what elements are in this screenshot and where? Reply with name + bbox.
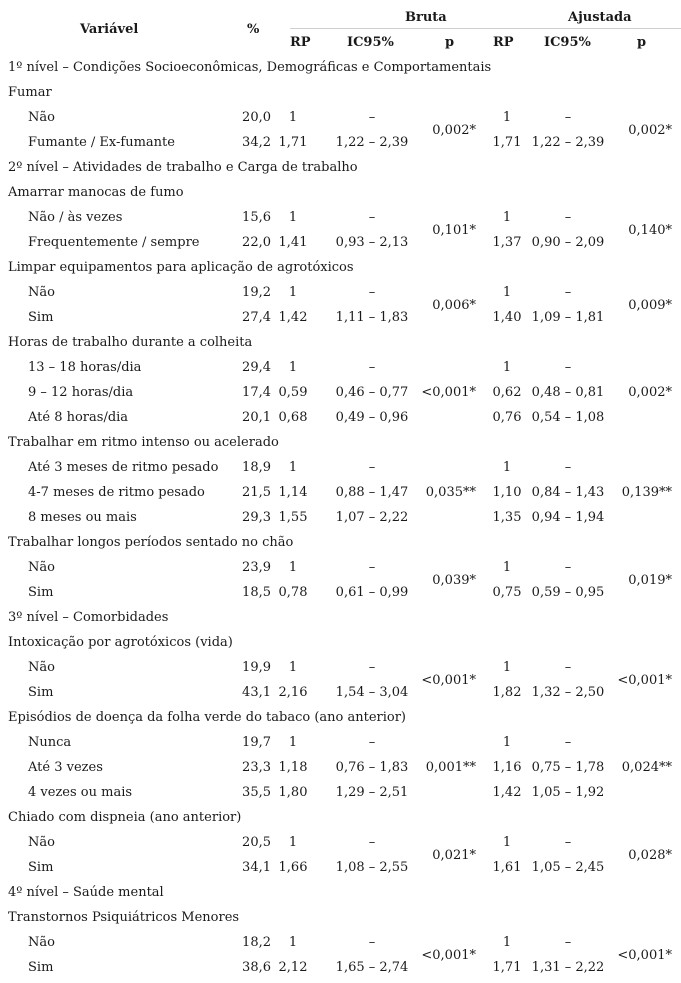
- p-bruta-cell: 0,035**: [425, 485, 476, 500]
- rp-bruta-cell: 1: [288, 460, 298, 475]
- rp-bruta-cell: 1,41: [278, 235, 308, 250]
- rp-ajustada-cell: 1: [502, 660, 512, 675]
- header-bruta: Bruta: [405, 10, 447, 25]
- rp-ajustada-cell: 1,16: [492, 760, 522, 775]
- ic95-ajustada-cell: 1,09 – 1,81: [531, 310, 605, 325]
- category-label: Fumante / Ex-fumante: [28, 135, 175, 150]
- section-label: 4º nível – Saúde mental: [8, 885, 164, 900]
- ic95-ajustada-cell: 0,75 – 1,78: [531, 760, 605, 775]
- percent-cell: 19,7: [242, 735, 271, 750]
- ic95-bruta-cell: 0,61 – 0,99: [335, 585, 409, 600]
- category-row: [0, 230, 681, 255]
- variable-label: Fumar: [8, 85, 52, 100]
- p-bruta-cell: <0,001*: [421, 385, 476, 400]
- variable-row: [0, 905, 681, 930]
- ic95-bruta-cell: 1,29 – 2,51: [335, 785, 409, 800]
- category-row: [0, 130, 681, 155]
- category-label: 4 vezes ou mais: [28, 785, 133, 800]
- category-label: Frequentemente / sempre: [28, 235, 200, 250]
- header-variavel: Variável: [80, 22, 139, 37]
- percent-cell: 18,5: [242, 585, 271, 600]
- category-row: [0, 305, 681, 330]
- percent-cell: 27,4: [242, 310, 271, 325]
- rp-bruta-cell: 1,14: [278, 485, 308, 500]
- rp-ajustada-cell: 1: [502, 210, 512, 225]
- rp-ajustada-cell: 1,42: [492, 785, 522, 800]
- ic95-ajustada-cell: –: [564, 110, 572, 125]
- p-bruta-cell: 0,101*: [432, 222, 476, 238]
- category-label: Não: [28, 660, 55, 675]
- p-bruta-cell: 0,001**: [425, 760, 476, 775]
- category-label: Não / às vezes: [28, 210, 123, 225]
- category-label: Sim: [28, 310, 54, 325]
- ic95-bruta-cell: –: [368, 285, 376, 300]
- variable-row: [0, 330, 681, 355]
- p-bruta-cell: <0,001*: [421, 947, 476, 963]
- rp-ajustada-cell: 1,35: [492, 510, 522, 525]
- ic95-ajustada-cell: 1,05 – 1,92: [531, 785, 605, 800]
- rp-bruta-cell: 1: [288, 935, 298, 950]
- percent-cell: 34,2: [242, 135, 271, 150]
- percent-cell: 15,6: [242, 210, 271, 225]
- category-row: [0, 780, 681, 805]
- category-label: Até 8 horas/dia: [28, 410, 129, 425]
- variable-label: Intoxicação por agrotóxicos (vida): [8, 635, 233, 650]
- variable-row: [0, 430, 681, 455]
- p-bruta-cell: 0,039*: [432, 572, 476, 588]
- percent-cell: 23,3: [242, 760, 271, 775]
- header-rp-bruta: RP: [290, 35, 311, 50]
- ic95-ajustada-cell: 1,32 – 2,50: [531, 685, 605, 700]
- category-row: [0, 580, 681, 605]
- category-label: Não: [28, 560, 55, 575]
- rp-ajustada-cell: 1: [502, 460, 512, 475]
- header-ajustada: Ajustada: [568, 10, 632, 25]
- ic95-ajustada-cell: –: [564, 460, 572, 475]
- header-ic95-bruta: IC95%: [347, 35, 394, 50]
- rp-ajustada-cell: 1,71: [492, 960, 522, 975]
- variable-label: Trabalhar longos períodos sentado no chão: [8, 535, 294, 550]
- p-bruta-cell: <0,001*: [421, 672, 476, 688]
- percent-cell: 21,5: [242, 485, 271, 500]
- ic95-bruta-cell: –: [368, 210, 376, 225]
- p-bruta-cell: 0,006*: [432, 297, 476, 313]
- category-row: [0, 755, 681, 780]
- rp-bruta-cell: 1: [288, 735, 298, 750]
- percent-cell: 22,0: [242, 235, 271, 250]
- ic95-bruta-cell: 0,93 – 2,13: [335, 235, 409, 250]
- ic95-bruta-cell: 1,54 – 3,04: [335, 685, 409, 700]
- percent-cell: 19,9: [242, 660, 271, 675]
- category-row: [0, 455, 681, 480]
- header-percent: %: [247, 22, 260, 37]
- ic95-ajustada-cell: 0,59 – 0,95: [531, 585, 605, 600]
- rp-bruta-cell: 0,68: [278, 410, 308, 425]
- rp-ajustada-cell: 0,76: [492, 410, 522, 425]
- category-label: Não: [28, 935, 55, 950]
- percent-cell: 29,3: [242, 510, 271, 525]
- ic95-bruta-cell: 1,11 – 1,83: [335, 310, 409, 325]
- rp-ajustada-cell: 1,71: [492, 135, 522, 150]
- category-row: [0, 730, 681, 755]
- p-ajustada-cell: 0,002*: [628, 385, 672, 400]
- rp-bruta-cell: 2,16: [278, 685, 308, 700]
- percent-cell: 23,9: [242, 560, 271, 575]
- header-p-ajustada: p: [637, 35, 647, 50]
- variable-label: Episódios de doença da folha verde do tabaco (ano anterior): [8, 710, 407, 725]
- rp-bruta-cell: 1: [288, 560, 298, 575]
- ic95-bruta-cell: –: [368, 110, 376, 125]
- category-label: 13 – 18 horas/dia: [28, 360, 142, 375]
- section-label: 3º nível – Comorbidades: [8, 610, 169, 625]
- percent-cell: 29,4: [242, 360, 271, 375]
- category-row: [0, 105, 681, 130]
- rp-ajustada-cell: 1: [502, 110, 512, 125]
- ic95-ajustada-cell: –: [564, 660, 572, 675]
- category-label: Nunca: [28, 735, 72, 750]
- ic95-bruta-cell: 1,08 – 2,55: [335, 860, 409, 875]
- category-row: [0, 380, 681, 405]
- ic95-ajustada-cell: –: [564, 360, 572, 375]
- rp-bruta-cell: 1: [288, 210, 298, 225]
- ic95-ajustada-cell: 1,05 – 2,45: [531, 860, 605, 875]
- percent-cell: 43,1: [242, 685, 271, 700]
- ic95-ajustada-cell: 1,31 – 2,22: [531, 960, 605, 975]
- category-label: Sim: [28, 585, 54, 600]
- section-label: 2º nível – Atividades de trabalho e Carga de trabalho: [8, 160, 358, 175]
- ic95-bruta-cell: 0,88 – 1,47: [335, 485, 409, 500]
- ic95-bruta-cell: –: [368, 935, 376, 950]
- percent-cell: 18,9: [242, 460, 271, 475]
- variable-row: [0, 80, 681, 105]
- category-row: [0, 480, 681, 505]
- percent-cell: 20,1: [242, 410, 271, 425]
- ic95-ajustada-cell: 0,48 – 0,81: [531, 385, 605, 400]
- category-row: [0, 355, 681, 380]
- ic95-ajustada-cell: –: [564, 285, 572, 300]
- rp-bruta-cell: 0,59: [278, 385, 308, 400]
- category-row: [0, 955, 681, 980]
- category-label: Não: [28, 285, 55, 300]
- p-ajustada-cell: 0,140*: [628, 222, 672, 238]
- variable-row: [0, 630, 681, 655]
- percent-cell: 20,0: [242, 110, 271, 125]
- rp-ajustada-cell: 1: [502, 835, 512, 850]
- category-label: Não: [28, 835, 55, 850]
- rp-ajustada-cell: 1: [502, 935, 512, 950]
- p-ajustada-cell: <0,001*: [617, 672, 672, 688]
- ic95-bruta-cell: 1,65 – 2,74: [335, 960, 409, 975]
- rp-bruta-cell: 1: [288, 110, 298, 125]
- rp-ajustada-cell: 0,62: [492, 385, 522, 400]
- section-row: [0, 55, 681, 80]
- variable-row: [0, 180, 681, 205]
- category-label: Sim: [28, 960, 54, 975]
- rp-bruta-cell: 1,42: [278, 310, 308, 325]
- p-ajustada-cell: 0,139**: [621, 485, 672, 500]
- ic95-ajustada-cell: –: [564, 935, 572, 950]
- rp-ajustada-cell: 1,61: [492, 860, 522, 875]
- variable-row: [0, 530, 681, 555]
- percent-cell: 20,5: [242, 835, 271, 850]
- category-label: Até 3 vezes: [28, 760, 103, 775]
- category-label: 8 meses ou mais: [28, 510, 137, 525]
- ic95-ajustada-cell: 1,22 – 2,39: [531, 135, 605, 150]
- category-row: [0, 930, 681, 955]
- ic95-bruta-cell: 0,76 – 1,83: [335, 760, 409, 775]
- rp-bruta-cell: 0,78: [278, 585, 308, 600]
- rp-ajustada-cell: 1,10: [492, 485, 522, 500]
- ic95-bruta-cell: 1,07 – 2,22: [335, 510, 409, 525]
- ic95-ajustada-cell: 0,54 – 1,08: [531, 410, 605, 425]
- category-row: [0, 830, 681, 855]
- rp-bruta-cell: 1,66: [278, 860, 308, 875]
- variable-label: Trabalhar em ritmo intenso ou acelerado: [8, 435, 279, 450]
- ic95-bruta-cell: 0,46 – 0,77: [335, 385, 409, 400]
- header-ic95-ajustada: IC95%: [544, 35, 591, 50]
- ic95-ajustada-cell: –: [564, 560, 572, 575]
- rp-ajustada-cell: 1,82: [492, 685, 522, 700]
- rp-bruta-cell: 1,55: [278, 510, 308, 525]
- ic95-bruta-cell: –: [368, 735, 376, 750]
- category-label: Até 3 meses de ritmo pesado: [28, 460, 219, 475]
- percent-cell: 35,5: [242, 785, 271, 800]
- ic95-ajustada-cell: 0,94 – 1,94: [531, 510, 605, 525]
- percent-cell: 17,4: [242, 385, 271, 400]
- ic95-bruta-cell: –: [368, 460, 376, 475]
- rp-ajustada-cell: 1: [502, 735, 512, 750]
- variable-row: [0, 255, 681, 280]
- rp-ajustada-cell: 0,75: [492, 585, 522, 600]
- variable-row: [0, 705, 681, 730]
- rp-bruta-cell: 1: [288, 360, 298, 375]
- section-row: [0, 605, 681, 630]
- ic95-ajustada-cell: –: [564, 210, 572, 225]
- rp-bruta-cell: 2,12: [278, 960, 308, 975]
- percent-cell: 19,2: [242, 285, 271, 300]
- rp-bruta-cell: 1,80: [278, 785, 308, 800]
- category-row: [0, 855, 681, 880]
- percent-cell: 18,2: [242, 935, 271, 950]
- percent-cell: 38,6: [242, 960, 271, 975]
- ic95-bruta-cell: –: [368, 835, 376, 850]
- p-bruta-cell: 0,002*: [432, 122, 476, 138]
- rp-bruta-cell: 1,18: [278, 760, 308, 775]
- category-row: [0, 680, 681, 705]
- rp-bruta-cell: 1: [288, 285, 298, 300]
- variable-label: Amarrar manocas de fumo: [8, 185, 184, 200]
- ic95-ajustada-cell: –: [564, 835, 572, 850]
- ic95-ajustada-cell: –: [564, 735, 572, 750]
- variable-label: Limpar equipamentos para aplicação de agrotóxicos: [8, 260, 354, 275]
- category-row: [0, 280, 681, 305]
- rp-ajustada-cell: 1: [502, 285, 512, 300]
- p-ajustada-cell: 0,024**: [621, 760, 672, 775]
- rp-ajustada-cell: 1,40: [492, 310, 522, 325]
- rp-bruta-cell: 1: [288, 835, 298, 850]
- header-divider: [290, 28, 681, 29]
- variable-label: Chiado com dispneia (ano anterior): [8, 810, 242, 825]
- p-ajustada-cell: 0,028*: [628, 847, 672, 863]
- header-p-bruta: p: [445, 35, 455, 50]
- category-row: [0, 205, 681, 230]
- ic95-bruta-cell: –: [368, 660, 376, 675]
- ic95-bruta-cell: 0,49 – 0,96: [335, 410, 409, 425]
- category-row: [0, 505, 681, 530]
- percent-cell: 34,1: [242, 860, 271, 875]
- rp-ajustada-cell: 1: [502, 360, 512, 375]
- category-label: 4-7 meses de ritmo pesado: [28, 485, 205, 500]
- p-ajustada-cell: 0,009*: [628, 297, 672, 313]
- section-label: 1º nível – Condições Socioeconômicas, Demográficas e Comportamentais: [8, 60, 492, 75]
- rp-bruta-cell: 1: [288, 660, 298, 675]
- category-row: [0, 555, 681, 580]
- category-label: Sim: [28, 685, 54, 700]
- section-row: [0, 880, 681, 905]
- variable-label: Horas de trabalho durante a colheita: [8, 335, 253, 350]
- variable-label: Transtornos Psiquiátricos Menores: [8, 910, 240, 925]
- p-ajustada-cell: 0,019*: [628, 572, 672, 588]
- p-bruta-cell: 0,021*: [432, 847, 476, 863]
- category-row: [0, 655, 681, 680]
- category-row: [0, 405, 681, 430]
- rp-ajustada-cell: 1: [502, 560, 512, 575]
- p-ajustada-cell: <0,001*: [617, 947, 672, 963]
- rp-ajustada-cell: 1,37: [492, 235, 522, 250]
- ic95-ajustada-cell: 0,84 – 1,43: [531, 485, 605, 500]
- section-row: [0, 155, 681, 180]
- ic95-bruta-cell: –: [368, 560, 376, 575]
- ic95-bruta-cell: –: [368, 360, 376, 375]
- category-label: 9 – 12 horas/dia: [28, 385, 134, 400]
- header-rp-ajustada: RP: [493, 35, 514, 50]
- category-label: Sim: [28, 860, 54, 875]
- category-label: Não: [28, 110, 55, 125]
- p-ajustada-cell: 0,002*: [628, 122, 672, 138]
- ic95-ajustada-cell: 0,90 – 2,09: [531, 235, 605, 250]
- rp-bruta-cell: 1,71: [278, 135, 308, 150]
- variable-row: [0, 805, 681, 830]
- ic95-bruta-cell: 1,22 – 2,39: [335, 135, 409, 150]
